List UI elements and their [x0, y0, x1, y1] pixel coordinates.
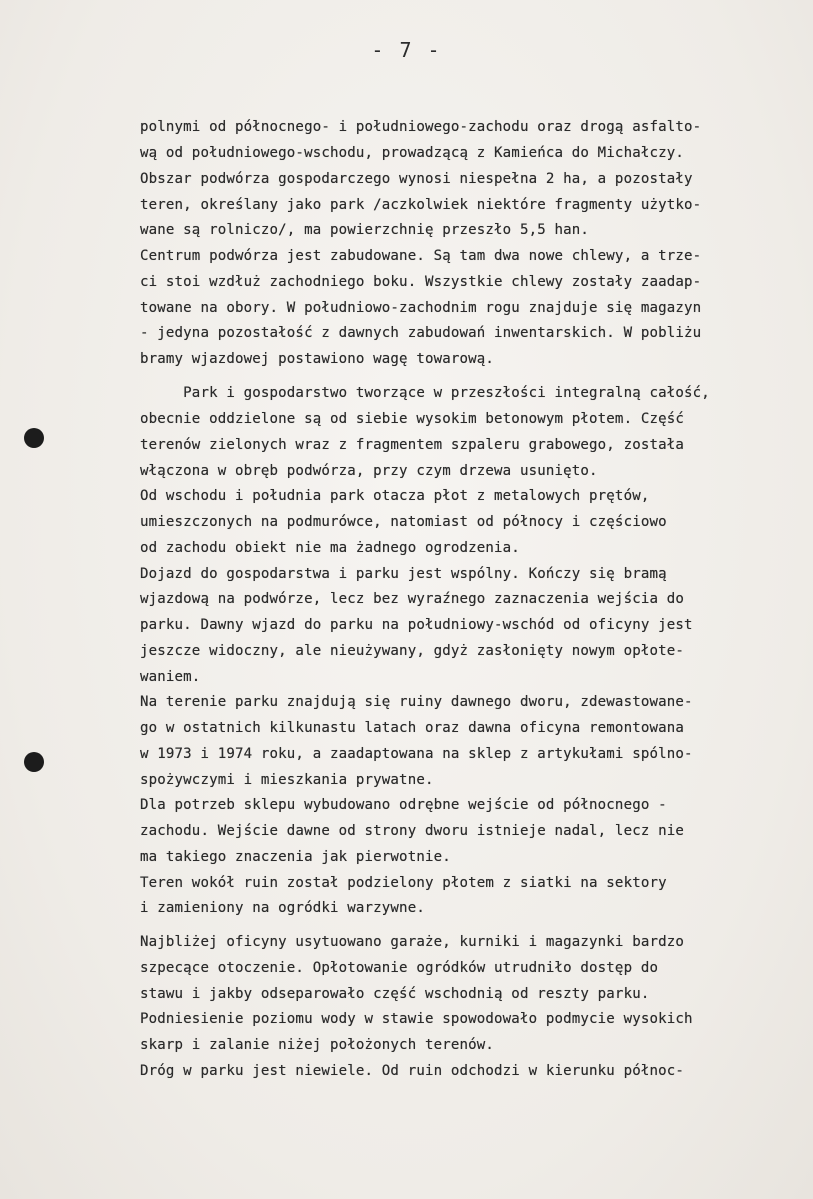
text-line: w 1973 i 1974 roku, a zaadaptowana na sklep z artykułami spólno- — [140, 746, 693, 762]
text-line: obecnie oddzielone są od siebie wysokim betonowym płotem. Część — [140, 411, 685, 427]
text-line: wjazdową na podwórze, lecz bez wyraźnego zaznaczenia wejścia do — [140, 591, 685, 607]
text-line: teren, określany jako park /aczkolwiek niektóre fragmenty użytko- — [140, 197, 702, 213]
text-line: Obszar podwórza gospodarczego wynosi niespełna 2 ha, a pozostały — [140, 171, 693, 187]
text-line: Teren wokół ruin został podzielony płotem z siatki na sektory — [140, 875, 667, 891]
text-line: wane są rolniczo/, ma powierzchnię przeszło 5,5 han. — [140, 222, 590, 238]
text-line: skarp i zalanie niżej położonych terenów. — [140, 1037, 495, 1053]
text-line: towane na obory. W południowo-zachodnim rogu znajduje się magazyn — [140, 300, 702, 316]
text-line: i zamieniony na ogródki warzywne. — [140, 900, 425, 916]
text-line: od zachodu obiekt nie ma żadnego ogrodzenia. — [140, 540, 520, 556]
text-line: ci stoi wzdłuż zachodniego boku. Wszystkie chlewy zostały zaadap- — [140, 274, 702, 290]
text-line: zachodu. Wejście dawne od strony dworu istnieje nadal, lecz nie — [140, 823, 685, 839]
punch-hole — [24, 428, 44, 448]
page-number: - 7 - — [371, 38, 442, 62]
text-line: waniem. — [140, 669, 201, 685]
text-line: polnymi od północnego- i południowego-zachodu oraz drogą asfalto- — [140, 119, 702, 135]
text-line: stawu i jakby odseparowało część wschodnią od reszty parku. — [140, 986, 650, 1002]
text-line: włączona w obręb podwórza, przy czym drzewa usunięto. — [140, 463, 598, 479]
text-line: Na terenie parku znajdują się ruiny dawnego dworu, zdewastowane- — [140, 694, 693, 710]
text-line: wą od południowego-wschodu, prowadzącą z Kamieńca do Michałczy. — [140, 145, 685, 161]
text-line: Park i gospodarstwo tworzące w przeszłości integralną całość, — [140, 385, 710, 401]
text-line: parku. Dawny wjazd do parku na południowy-wschód od oficyny jest — [140, 617, 693, 633]
text-line: Podniesienie poziomu wody w stawie spowodowało podmycie wysokich — [140, 1011, 693, 1027]
text-line: jeszcze widoczny, ale nieużywany, gdyż zasłonięty nowym opłote- — [140, 643, 685, 659]
text-line: go w ostatnich kilkunastu latach oraz dawna oficyna remontowana — [140, 720, 685, 736]
text-line: Dla potrzeb sklepu wybudowano odrębne wejście od północnego - — [140, 797, 667, 813]
text-line: umieszczonych na podmurówce, natomiast od północy i częściowo — [140, 514, 667, 530]
text-line: - jedyna pozostałość z dawnych zabudowań inwentarskich. W pobliżu — [140, 325, 702, 341]
text-line: Dróg w parku jest niewiele. Od ruin odchodzi w kierunku północ- — [140, 1063, 685, 1079]
text-line: spożywczymi i mieszkania prywatne. — [140, 772, 434, 788]
text-line: Dojazd do gospodarstwa i parku jest wspólny. Kończy się bramą — [140, 566, 667, 582]
text-line: ma takiego znaczenia jak pierwotnie. — [140, 849, 451, 865]
punch-hole — [24, 752, 44, 772]
text-line: Od wschodu i południa park otacza płot z metalowych prętów, — [140, 488, 650, 504]
text-line: Najbliżej oficyny usytuowano garaże, kurniki i magazynki bardzo — [140, 934, 685, 950]
text-line: bramy wjazdowej postawiono wagę towarową. — [140, 351, 495, 367]
text-line: szpecące otoczenie. Opłotowanie ogródków utrudniło dostęp do — [140, 960, 659, 976]
text-line: terenów zielonych wraz z fragmentem szpaleru grabowego, została — [140, 437, 685, 453]
text-line: Centrum podwórza jest zabudowane. Są tam dwa nowe chlewy, a trze- — [140, 248, 702, 264]
